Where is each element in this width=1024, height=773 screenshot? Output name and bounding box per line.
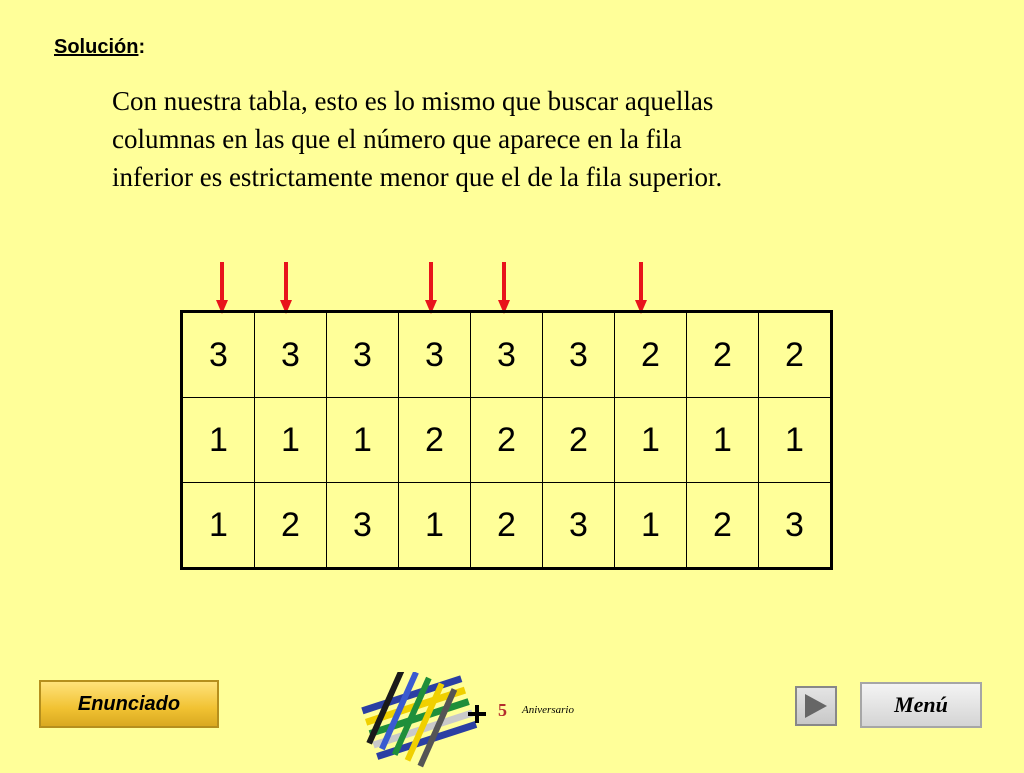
logo-text: Aniversario [522, 704, 574, 716]
menu-button[interactable]: Menú [860, 682, 982, 728]
down-arrow-icon [425, 262, 437, 314]
table-cell: 3 [543, 483, 615, 569]
table-cell: 3 [399, 312, 471, 398]
table-cell: 2 [471, 483, 543, 569]
down-arrow-icon [635, 262, 647, 314]
heading-colon: : [138, 36, 146, 58]
table-cell: 1 [182, 483, 255, 569]
table-cell: 2 [255, 483, 327, 569]
down-arrow-icon [280, 262, 292, 314]
table-cell: 3 [759, 483, 832, 569]
explanation-paragraph [112, 82, 912, 196]
table-cell: 1 [759, 398, 832, 483]
paragraph-line-1: Con nuestra tabla, esto es lo mismo que buscar aquellas [112, 86, 714, 116]
table-cell: 3 [255, 312, 327, 398]
next-button[interactable] [795, 686, 837, 726]
logo-graphic-icon [350, 672, 490, 768]
table-cell: 2 [615, 312, 687, 398]
table-row-middle [182, 398, 832, 483]
table-cell: 1 [182, 398, 255, 483]
table-cell: 2 [759, 312, 832, 398]
table-cell: 3 [543, 312, 615, 398]
paragraph-line-2: columnas en las que el número que aparece en la fila [112, 124, 682, 154]
table-cell: 1 [615, 398, 687, 483]
number-table [180, 310, 833, 570]
table-row-bottom [182, 483, 832, 569]
table-cell: 1 [687, 398, 759, 483]
table-row-top [182, 312, 832, 398]
table-cell: 3 [471, 312, 543, 398]
table-cell: 2 [471, 398, 543, 483]
enunciado-button[interactable]: Enunciado [39, 680, 219, 728]
table-cell: 2 [687, 312, 759, 398]
anniversary-logo [350, 672, 600, 768]
table-cell: 2 [687, 483, 759, 569]
table-cell: 1 [615, 483, 687, 569]
table-cell: 3 [327, 312, 399, 398]
table-cell: 2 [399, 398, 471, 483]
paragraph-line-3: inferior es estrictamente menor que el de la fila superior. [112, 162, 723, 192]
logo-number: 5 [498, 700, 507, 720]
down-arrow-icon [216, 262, 228, 314]
table-cell: 3 [327, 483, 399, 569]
table-cell: 1 [399, 483, 471, 569]
section-heading [54, 36, 145, 59]
table-cell: 3 [182, 312, 255, 398]
table-cell: 2 [543, 398, 615, 483]
table-cell: 1 [327, 398, 399, 483]
heading-label: Solución [54, 36, 139, 58]
play-arrow-icon [797, 688, 835, 724]
down-arrow-icon [498, 262, 510, 314]
table-cell: 1 [255, 398, 327, 483]
